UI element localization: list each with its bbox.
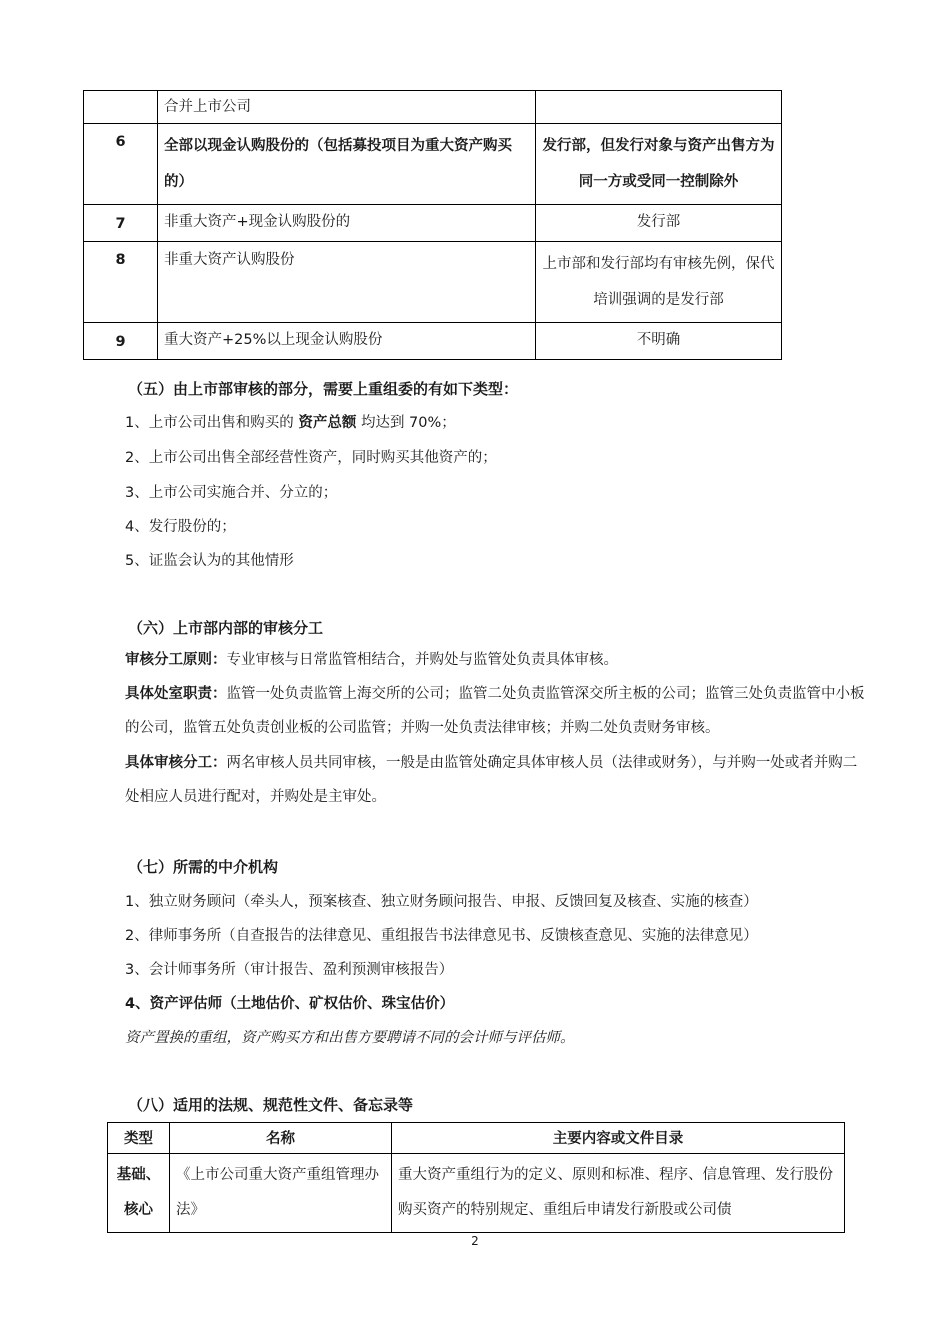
section-heading-8: （八）适用的法规、规范性文件、备忘录等	[128, 1096, 414, 1114]
paragraph-label: 审核分工原则：	[125, 652, 227, 668]
review-dept-table	[83, 90, 782, 360]
row-dept: 发行部	[536, 205, 782, 242]
table-header-row	[108, 1123, 845, 1154]
row-content: 全部以现金认购股份的（包括募投项目为重大资产购买的）	[158, 124, 536, 205]
column-header: 类型	[108, 1123, 170, 1154]
table-row	[84, 323, 782, 360]
list-item: 2、律师事务所（自查报告的法律意见、重组报告书法律意见书、反馈核查意见、实施的法律意见）	[125, 928, 758, 944]
row-content: 重大资产重组行为的定义、原则和标准、程序、信息管理、发行股份购买资产的特别规定、重组后申请发行新股或公司债	[392, 1154, 845, 1233]
list-item-text: 均达到 70%；	[360, 415, 456, 431]
page-number: 2	[471, 1234, 479, 1248]
row-number: 8	[84, 242, 158, 323]
column-header: 主要内容或文件目录	[392, 1123, 845, 1154]
list-item-emphasis: 资产总额	[298, 415, 357, 431]
row-name: 《上市公司重大资产重组管理办法》	[170, 1154, 392, 1233]
row-content: 合并上市公司	[158, 91, 536, 124]
paragraph-text: 两名审核人员共同审核，一般是由监管处确定具体审核人员（法律或财务），与并购一处或者并购二处相应人员进行配对，并购处是主审处。	[125, 755, 858, 805]
list-item-text: 1、上市公司出售和购买的	[125, 415, 294, 431]
list-item: 3、会计师事务所（审计报告、盈利预测审核报告）	[125, 962, 454, 978]
row-content: 非重大资产+现金认购股份的	[158, 205, 536, 242]
list-item: 5、证监会认为的其他情形	[125, 553, 294, 569]
list-item: 4、发行股份的；	[125, 519, 236, 535]
row-number: 7	[84, 205, 158, 242]
note: 资产置换的重组，资产购买方和出售方要聘请不同的会计师与评估师。	[125, 1030, 575, 1046]
row-number: 9	[84, 323, 158, 360]
row-dept	[536, 91, 782, 124]
row-type: 基础、核心	[108, 1154, 170, 1233]
table-row	[84, 242, 782, 323]
row-dept: 上市部和发行部均有审核先例，保代培训强调的是发行部	[536, 242, 782, 323]
table-row	[108, 1154, 845, 1233]
list-item: 3、上市公司实施合并、分立的；	[125, 485, 338, 501]
row-dept: 发行部，但发行对象与资产出售方为同一方或受同一控制除外	[536, 124, 782, 205]
paragraph-label: 具体处室职责：	[125, 686, 227, 702]
paragraph-text: 专业审核与日常监管相结合，并购处与监管处负责具体审核。	[226, 652, 618, 668]
list-item: 4、资产评估师（土地估价、矿权估价、珠宝估价）	[125, 996, 455, 1012]
list-item: 2、上市公司出售全部经营性资产，同时购买其他资产的；	[125, 450, 497, 466]
paragraph	[125, 677, 865, 745]
paragraph	[125, 746, 865, 814]
list-item	[125, 411, 456, 432]
column-header: 名称	[170, 1123, 392, 1154]
table-row	[84, 91, 782, 124]
row-dept: 不明确	[536, 323, 782, 360]
table-row	[84, 124, 782, 205]
row-number	[84, 91, 158, 124]
row-content: 重大资产+25%以上现金认购股份	[158, 323, 536, 360]
row-content: 非重大资产认购股份	[158, 242, 536, 323]
table-row	[84, 205, 782, 242]
section-heading-5: （五）由上市部审核的部分，需要上重组委的有如下类型：	[128, 380, 519, 398]
paragraph-label: 具体审核分工：	[125, 755, 227, 771]
regulations-table	[107, 1122, 845, 1233]
section-heading-7: （七）所需的中介机构	[128, 858, 279, 876]
paragraph-text: 监管一处负责监管上海交所的公司；监管二处负责监管深交所主板的公司；监管三处负责监管中小板的公司，监管五处负责创业板的公司监管；并购一处负责法律审核；并购二处负责财务审核。	[125, 686, 865, 736]
list-item: 1、独立财务顾问（牵头人，预案核查、独立财务顾问报告、申报、反馈回复及核查、实施的核查）	[125, 894, 758, 910]
paragraph	[125, 643, 865, 677]
section-heading-6: （六）上市部内部的审核分工	[128, 619, 324, 637]
row-number: 6	[84, 124, 158, 205]
